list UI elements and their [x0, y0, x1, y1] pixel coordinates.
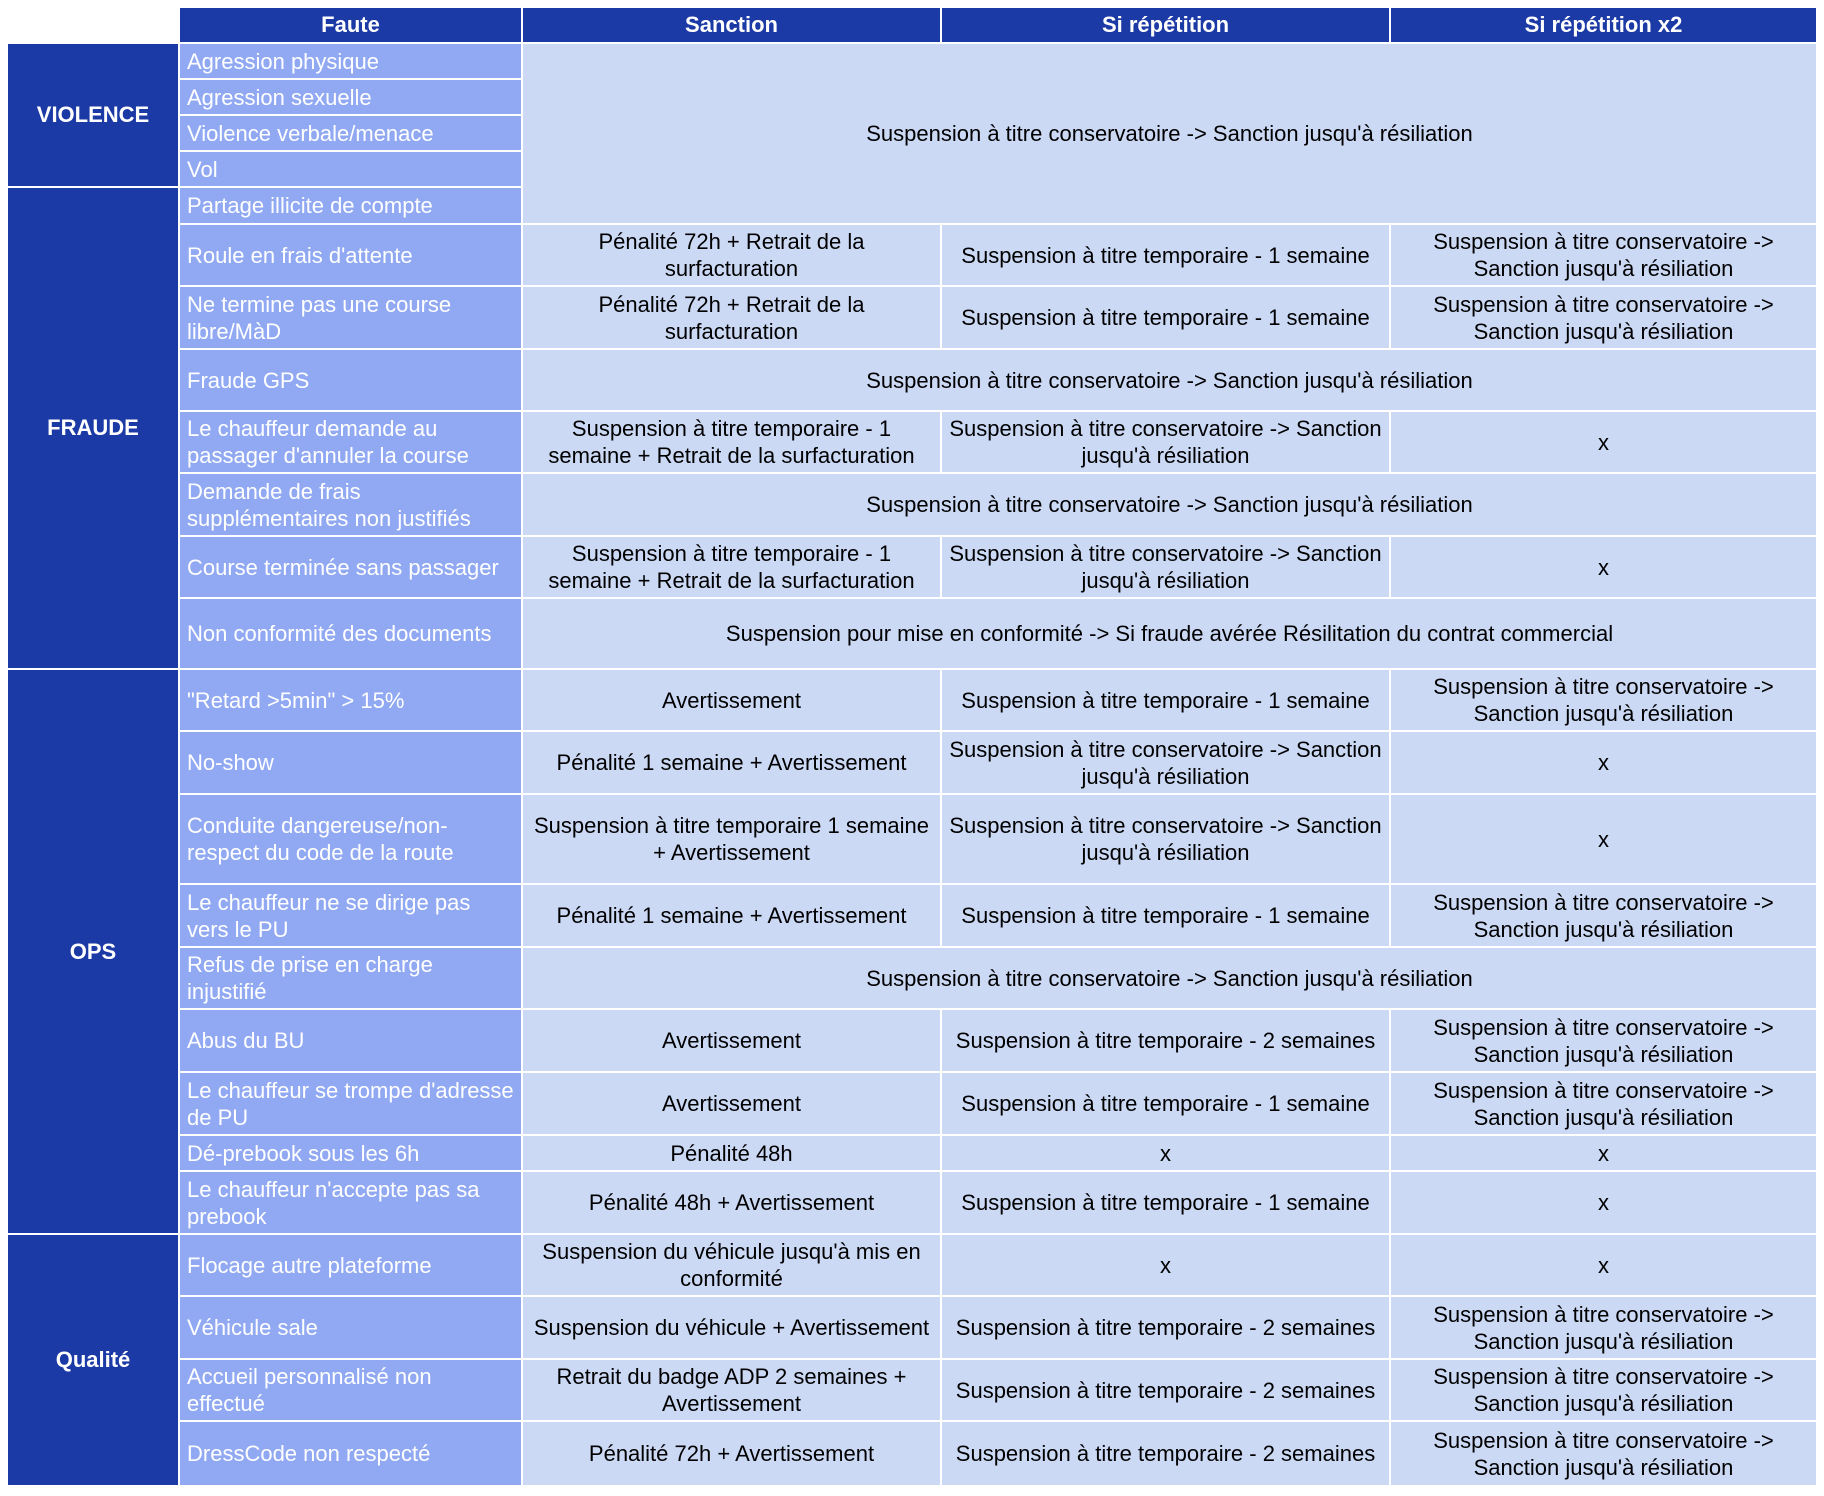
repetition-cell: Suspension à titre temporaire - 1 semaine — [942, 670, 1391, 732]
sanction-cell: Pénalité 1 semaine + Avertissement — [523, 885, 942, 948]
faute-cell: Le chauffeur demande au passager d'annuler la course — [180, 412, 523, 474]
repetition-cell: Suspension à titre conservatoire -> Sanction jusqu'à résiliation — [942, 795, 1391, 885]
sanction-cell: Pénalité 72h + Retrait de la surfacturation — [523, 287, 942, 350]
repetition-x2-cell: Suspension à titre conservatoire -> Sanction jusqu'à résiliation — [1391, 885, 1818, 948]
sanction-cell: Suspension du véhicule jusqu'à mis en conformité — [523, 1235, 942, 1297]
repetition-x2-cell: x — [1391, 1136, 1818, 1172]
category-violence: VIOLENCE — [8, 44, 180, 188]
header-faute: Faute — [180, 8, 523, 44]
sanction-cell: Pénalité 48h + Avertissement — [523, 1172, 942, 1235]
sanction-cell: Pénalité 1 semaine + Avertissement — [523, 732, 942, 795]
repetition-cell: Suspension à titre temporaire - 1 semaine — [942, 885, 1391, 948]
faute-cell: DressCode non respecté — [180, 1422, 523, 1487]
sanction-cell: Retrait du badge ADP 2 semaines + Avertissement — [523, 1360, 942, 1422]
repetition-x2-cell: Suspension à titre conservatoire -> Sanction jusqu'à résiliation — [1391, 1360, 1818, 1422]
sanction-cell: Avertissement — [523, 670, 942, 732]
repetition-cell: Suspension à titre conservatoire -> Sanction jusqu'à résiliation — [942, 537, 1391, 599]
repetition-cell: Suspension à titre temporaire - 2 semaines — [942, 1297, 1391, 1360]
repetition-cell: Suspension à titre temporaire - 2 semaines — [942, 1010, 1391, 1073]
faute-cell: Course terminée sans passager — [180, 537, 523, 599]
faute-cell: Le chauffeur ne se dirige pas vers le PU — [180, 885, 523, 948]
repetition-x2-cell: Suspension à titre conservatoire -> Sanction jusqu'à résiliation — [1391, 1422, 1818, 1487]
repetition-cell: Suspension à titre temporaire - 1 semaine — [942, 1172, 1391, 1235]
faute-cell: Flocage autre plateforme — [180, 1235, 523, 1297]
faute-cell: Agression physique — [180, 44, 523, 80]
sanction-cell: Suspension du véhicule + Avertissement — [523, 1297, 942, 1360]
repetition-cell: Suspension à titre conservatoire -> Sanction jusqu'à résiliation — [942, 412, 1391, 474]
sanction-cell: Avertissement — [523, 1073, 942, 1136]
faute-cell: Fraude GPS — [180, 350, 523, 412]
sanction-cell: Suspension à titre temporaire - 1 semaine + Retrait de la surfacturation — [523, 537, 942, 599]
sanction-cell: Pénalité 48h — [523, 1136, 942, 1172]
faute-cell: "Retard >5min" > 15% — [180, 670, 523, 732]
sanction-merged-cell: Suspension à titre conservatoire -> Sanction jusqu'à résiliation — [523, 350, 1818, 412]
header-si-repetition-x2: Si répétition x2 — [1391, 8, 1818, 44]
faute-cell: Véhicule sale — [180, 1297, 523, 1360]
faute-cell: Accueil personnalisé non effectué — [180, 1360, 523, 1422]
faute-cell: Le chauffeur se trompe d'adresse de PU — [180, 1073, 523, 1136]
repetition-x2-cell: Suspension à titre conservatoire -> Sanction jusqu'à résiliation — [1391, 1297, 1818, 1360]
category-fraude: FRAUDE — [8, 188, 180, 670]
category-ops: OPS — [8, 670, 180, 1235]
repetition-x2-cell: x — [1391, 795, 1818, 885]
repetition-x2-cell: Suspension à titre conservatoire -> Sanction jusqu'à résiliation — [1391, 225, 1818, 287]
faute-cell: Roule en frais d'attente — [180, 225, 523, 287]
faute-cell: Agression sexuelle — [180, 80, 523, 116]
faute-cell: Violence verbale/menace — [180, 116, 523, 152]
repetition-cell: Suspension à titre temporaire - 1 semaine — [942, 1073, 1391, 1136]
faute-cell: Vol — [180, 152, 523, 188]
sanction-merged-cell: Suspension à titre conservatoire -> Sanction jusqu'à résiliation — [523, 474, 1818, 537]
repetition-x2-cell: Suspension à titre conservatoire -> Sanction jusqu'à résiliation — [1391, 1010, 1818, 1073]
repetition-cell: Suspension à titre temporaire - 1 semaine — [942, 287, 1391, 350]
faute-cell: Non conformité des documents — [180, 599, 523, 670]
faute-cell: Ne termine pas une course libre/MàD — [180, 287, 523, 350]
repetition-cell: x — [942, 1235, 1391, 1297]
repetition-cell: Suspension à titre conservatoire -> Sanction jusqu'à résiliation — [942, 732, 1391, 795]
repetition-cell: Suspension à titre temporaire - 1 semaine — [942, 225, 1391, 287]
faute-cell: Le chauffeur n'accepte pas sa prebook — [180, 1172, 523, 1235]
category-qualite: Qualité — [8, 1235, 180, 1487]
faute-cell: Dé-prebook sous les 6h — [180, 1136, 523, 1172]
faute-cell: Conduite dangereuse/non-respect du code de la route — [180, 795, 523, 885]
faute-cell: Refus de prise en charge injustifié — [180, 948, 523, 1010]
repetition-cell: Suspension à titre temporaire - 2 semaines — [942, 1422, 1391, 1487]
faute-cell: Demande de frais supplémentaires non justifiés — [180, 474, 523, 537]
repetition-x2-cell: Suspension à titre conservatoire -> Sanction jusqu'à résiliation — [1391, 670, 1818, 732]
faute-cell: No-show — [180, 732, 523, 795]
repetition-x2-cell: Suspension à titre conservatoire -> Sanction jusqu'à résiliation — [1391, 1073, 1818, 1136]
faute-cell: Abus du BU — [180, 1010, 523, 1073]
sanction-cell: Pénalité 72h + Avertissement — [523, 1422, 942, 1487]
violence-sanction-block: Suspension à titre conservatoire -> Sanction jusqu'à résiliation — [523, 44, 1818, 225]
repetition-cell: Suspension à titre temporaire - 2 semaines — [942, 1360, 1391, 1422]
sanction-cell: Pénalité 72h + Retrait de la surfacturation — [523, 225, 942, 287]
repetition-x2-cell: Suspension à titre conservatoire -> Sanction jusqu'à résiliation — [1391, 287, 1818, 350]
repetition-x2-cell: x — [1391, 537, 1818, 599]
repetition-x2-cell: x — [1391, 412, 1818, 474]
sanction-merged-cell: Suspension pour mise en conformité -> Si fraude avérée Résilitation du contrat commercial — [523, 599, 1818, 670]
repetition-cell: x — [942, 1136, 1391, 1172]
sanction-cell: Suspension à titre temporaire 1 semaine + Avertissement — [523, 795, 942, 885]
repetition-x2-cell: x — [1391, 1172, 1818, 1235]
faute-cell: Partage illicite de compte — [180, 188, 523, 225]
header-si-repetition: Si répétition — [942, 8, 1391, 44]
repetition-x2-cell: x — [1391, 1235, 1818, 1297]
sanction-cell: Suspension à titre temporaire - 1 semaine + Retrait de la surfacturation — [523, 412, 942, 474]
sanction-merged-cell: Suspension à titre conservatoire -> Sanction jusqu'à résiliation — [523, 948, 1818, 1010]
sanction-cell: Avertissement — [523, 1010, 942, 1073]
repetition-x2-cell: x — [1391, 732, 1818, 795]
header-sanction: Sanction — [523, 8, 942, 44]
